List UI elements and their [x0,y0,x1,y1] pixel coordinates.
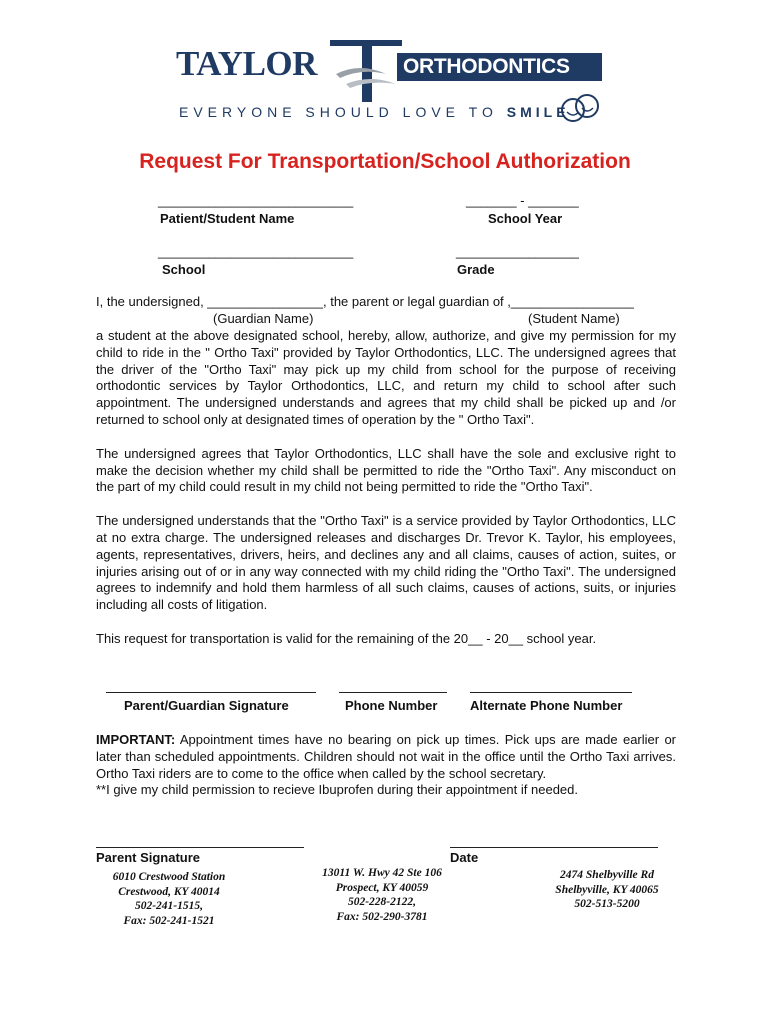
date-line[interactable] [450,847,658,848]
office-phone: 502-241-1515, [134,900,204,912]
office-city-line: Crestwood, KY 40014 [118,885,220,898]
alt-phone-number-label: Alternate Phone Number [470,698,623,713]
tagline-smile: SMILE [506,104,570,120]
office-crestwood [94,870,244,928]
page-title: Request For Transportation/School Authorization [139,150,631,173]
phone-number-line[interactable] [339,692,447,693]
paragraph-release: The undersigned understands that the "Ortho Taxi" is a service provided by Taylor Orthodontics, LLC at no extra charge. The undersigned releases and discharges Dr. Trevor K. Taylor, his employees, agents, representatives, drivers, heirs, and declines any and all claims, causes of action, suites, or injuries arising out of or in any way connected with my child riding the "Ortho Taxi". The undersigned agrees to indemnify and hold them harmless of all such claims, causes of actions, suits, or injuries including all costs of litigation. [96,513,676,613]
important-notice [96,732,676,799]
important-paragraph [96,732,676,782]
office-shelbyville [532,868,682,912]
office-city-line: Shelbyville, KY 40065 [555,883,659,896]
consent-body [96,328,676,648]
paragraph-authorization: a student at the above designated school, hereby, allow, authorize, and give my permission for my child to ride in the " Ortho Taxi" provided by Taylor Orthodontics, LLC. The undersigned agrees that the driver of the "Ortho Taxi" may pick up my child from school for the purpose of receiving orthodontic services by Taylor Orthodontics, LLC, and return my child to school after such appointment. The undersigned understands and agrees that my child shall be picked up and /or returned to school only at designated times of operation by the " Ortho Taxi". [96,328,676,427]
logo-orthodontics-box [397,53,602,81]
office-address-line: 2474 Shelbyville Rd [560,869,654,881]
logo-t-monogram-icon [326,34,406,109]
school-line[interactable]: ___________________________ [158,244,354,259]
office-address-line: 6010 Crestwood Station [112,871,226,883]
ibuprofen-permission: **I give my child permission to recieve Ibuprofen during their appointment if needed. [96,782,578,798]
grade-label: Grade [457,262,495,277]
logo-taylor-word: TAYLOR [176,44,317,83]
parent-signature-line[interactable] [96,847,304,848]
parent-signature-label: Parent Signature [96,850,201,865]
smile-faces-icon [559,90,603,126]
phone-number-label: Phone Number [345,698,438,713]
office-address-line: 13011 W. Hwy 42 Ste 106 [322,867,442,879]
office-city-line: Prospect, KY 40059 [335,881,429,894]
alt-phone-number-line[interactable] [470,692,632,693]
logo [176,34,606,130]
office-prospect [302,866,462,924]
logo-tagline [179,104,570,120]
important-label: IMPORTANT: [96,732,176,747]
office-fax: Fax: 502-241-1521 [123,914,215,927]
student-name-sublabel: (Student Name) [528,311,620,326]
guardian-signature-label: Parent/Guardian Signature [124,698,289,713]
school-label: School [162,262,206,277]
guardian-name-sublabel: (Guardian Name) [213,311,314,326]
date-label: Date [450,850,479,865]
guardian-signature-line[interactable] [106,692,316,693]
validity-statement: This request for transportation is valid for the remaining of the 20__ - 20__ school year. [96,630,597,646]
school-year-label: School Year [488,211,563,226]
office-phone: 502-228-2122, [347,896,417,908]
consent-line: I, the undersigned, ________________, the parent or legal guardian of ,_________________ [96,294,634,309]
office-fax: Fax: 502-290-3781 [336,910,428,923]
paragraph-exclusive-right: The undersigned agrees that Taylor Orthodontics, LLC shall have the sole and exclusive right to make the decision whether my child shall be permitted to ride the "Ortho Taxi". Any misconduct on the part of my child could result in my child not being permitted to ride the "Ortho Taxi". [96,445,676,495]
patient-name-line[interactable]: ___________________________ [158,193,354,208]
school-year-line[interactable]: _______ - _______ [466,193,579,208]
important-text: Appointment times have no bearing on pick up times. Pick ups are made earlier or later than scheduled appointments. Children should not wait in the office until the Ortho Taxi arrives. Ortho Taxi riders are to come to the office when called by the school secretary. [96,732,676,781]
patient-name-label: Patient/Student Name [160,211,295,226]
logo-orthodontics-word: ORTHODONTICS [403,55,570,78]
tagline-main: EVERYONE SHOULD LOVE TO [179,104,498,120]
grade-line[interactable]: _________________ [456,244,579,259]
office-phone: 502-513-5200 [574,898,640,910]
